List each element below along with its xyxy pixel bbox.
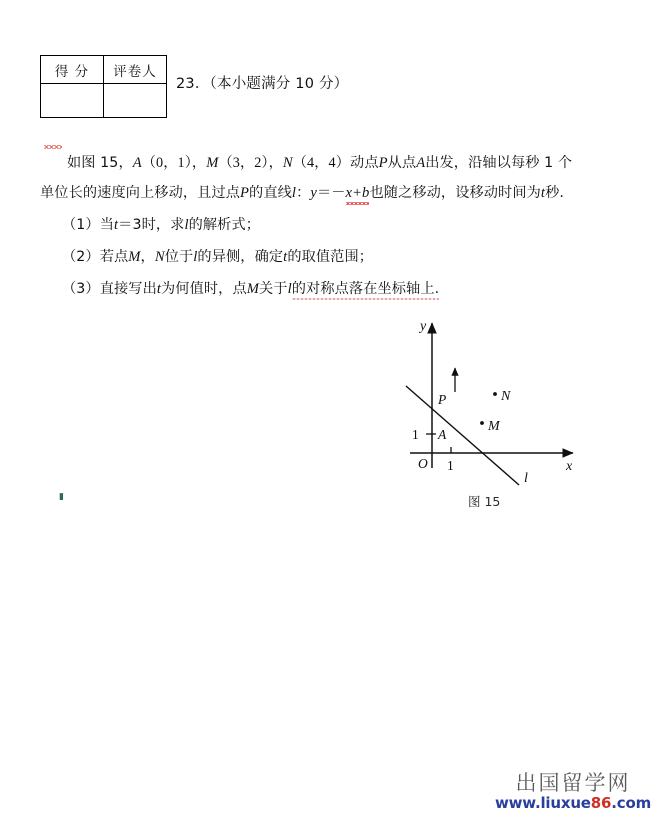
var-l: l: [193, 249, 198, 265]
sub-question-3: [62, 278, 439, 298]
sub-question-text: 为何值时，点: [161, 281, 247, 297]
watermark-chinese-text: 出国留学网: [515, 771, 631, 795]
origin-label: O: [418, 456, 428, 471]
line-l-label: l: [524, 471, 528, 486]
x-tick-label-1: 1: [447, 458, 454, 473]
expression-xb: x+b: [345, 185, 370, 201]
stem-text: 也随之移动，设移动时间为: [369, 185, 541, 201]
figure-caption: 图 15: [468, 494, 501, 509]
sub-question-2: [62, 246, 373, 266]
var-N: N: [154, 249, 165, 265]
sub-question-text: 关于: [259, 281, 288, 297]
var-M: M: [128, 249, 141, 265]
grader-header-cell: 评卷人: [104, 56, 167, 84]
watermark-url-text: [488, 795, 658, 812]
table-row: [41, 84, 167, 118]
point-A-label: A: [438, 427, 447, 442]
coords-N: （4，4）: [292, 155, 351, 171]
stem-text: 秒.: [545, 185, 564, 201]
stem-text: 动点: [350, 155, 379, 171]
coordinate-diagram-svg: [398, 310, 598, 510]
var-A: A: [416, 155, 426, 171]
var-P: P: [378, 155, 388, 171]
score-blank-cell: [41, 84, 104, 118]
url-accent: 86: [590, 794, 612, 812]
sub-question-text: 的解析式；: [188, 217, 261, 233]
sub-question-text: 位于: [164, 249, 194, 265]
score-table: [40, 55, 167, 118]
y-axis-label: y: [420, 319, 427, 334]
sub-question-text: 的异侧，确定: [197, 249, 284, 265]
margin-mark-icon: ▮: [59, 492, 64, 502]
var-y: y: [310, 185, 317, 201]
stem-text: 单位长的速度向上移动，且过点: [40, 185, 241, 201]
point-N-label: N: [501, 389, 511, 404]
var-t: t: [156, 281, 162, 297]
sub-question-text: 若点: [99, 249, 129, 265]
problem-stem-line-1: [67, 152, 572, 172]
sub-question-text: 直接写出: [99, 281, 157, 297]
var-P: P: [240, 185, 250, 201]
url-part-2: .com: [611, 794, 652, 812]
sub-question-text: ，: [140, 249, 155, 265]
coordinate-diagram: [398, 310, 598, 515]
sub-question-1: [62, 214, 260, 234]
point-M-label: M: [488, 419, 500, 434]
url-part-1: www.liuxue: [494, 794, 591, 812]
stem-text: 如图 15，: [67, 155, 133, 171]
coords-A: （0，1），: [141, 155, 207, 171]
coords-M: （3，2），: [218, 155, 283, 171]
sub-question-number: （2）: [62, 249, 100, 265]
y-tick-label-1: 1: [412, 427, 419, 442]
score-header-cell: 得 分: [41, 56, 104, 84]
spellcheck-mark-icon: [44, 145, 62, 150]
watermark: [488, 771, 658, 812]
var-t: t: [540, 185, 546, 201]
problem-stem-line-2: [40, 182, 564, 202]
equals-sign: ＝－: [316, 185, 346, 201]
x-axis-label: x: [566, 459, 573, 474]
var-t: t: [114, 217, 119, 233]
point-N-dot: [493, 392, 497, 396]
sub-question-number: （3）: [62, 281, 100, 297]
sub-question-text: 当: [99, 217, 114, 233]
sub-question-text: 的取值范围；: [287, 249, 374, 265]
var-l: l: [291, 185, 297, 201]
var-l: l: [287, 281, 292, 297]
sub-question-text: 的对称点落在坐标轴上.: [291, 281, 440, 297]
stem-text: 出发，沿轴以每秒 1 个: [425, 155, 573, 171]
var-M: M: [206, 155, 219, 171]
sub-question-text: ＝3时，求: [118, 217, 185, 233]
sub-question-number: （1）: [62, 217, 100, 233]
var-M: M: [246, 281, 260, 297]
table-row: [41, 56, 167, 84]
var-l: l: [184, 217, 189, 233]
point-M-dot: [480, 421, 484, 425]
problem-heading: 23．（本小题满分 10 分）: [176, 76, 349, 92]
grader-blank-cell: [104, 84, 167, 118]
stem-text: 从点: [387, 155, 417, 171]
stem-text: ：: [296, 185, 311, 201]
var-A: A: [132, 155, 142, 171]
var-N: N: [282, 155, 293, 171]
var-t: t: [283, 249, 288, 265]
point-P-label: P: [438, 392, 447, 407]
stem-text: 的直线: [249, 185, 292, 201]
